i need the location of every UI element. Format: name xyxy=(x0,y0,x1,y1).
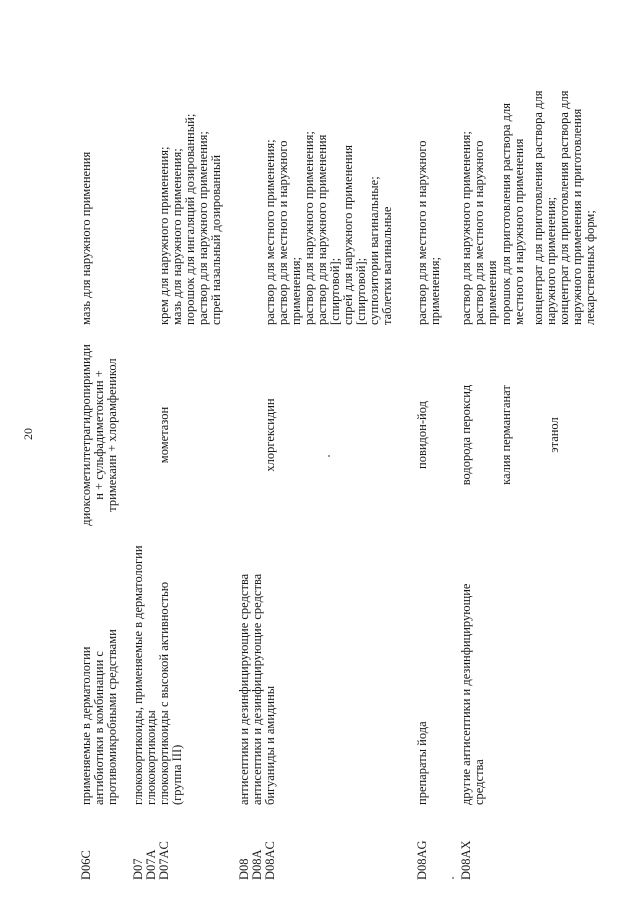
group-name xyxy=(238,530,277,805)
page-number: 20 xyxy=(21,428,35,440)
group-name-line: глюкокортикоиды, применяемые в дерматологии xyxy=(131,545,145,805)
group-name-line: другие антисептики и дезинфицирующие xyxy=(459,583,473,805)
group-name-line: (группа III) xyxy=(170,744,184,805)
atc-code: D08AX xyxy=(459,840,473,880)
group-name-line: антисептики и дезинфицирующие средства xyxy=(237,573,251,805)
dosage-form-line: раствор для наружного применения; xyxy=(196,131,210,325)
dosage-form xyxy=(264,50,394,325)
dosage-form-line: [спиртовой]; xyxy=(354,257,368,325)
dosage-form-line: мазь для наружного применения xyxy=(79,151,93,325)
atc-code: D08AG xyxy=(415,840,429,880)
drug-name xyxy=(80,335,119,535)
group-name-line: противомикробными средствами xyxy=(105,629,119,805)
dosage-form-line: наружного применения; xyxy=(544,196,558,325)
dosage-form-line: таблетки вагинальные xyxy=(380,206,394,325)
dosage-form-line: раствор для местного и наружного xyxy=(472,140,486,325)
dosage-form-line: раствор для наружного применения; xyxy=(459,131,473,325)
dosage-form-line: порошок для ингаляций дозированный; xyxy=(183,113,197,325)
dosage-form-line: суппозитории вагинальные; xyxy=(367,176,381,325)
group-name-line: средства xyxy=(472,759,486,805)
group-name-line: препараты йода xyxy=(415,721,429,805)
drug-name-line: повидон-йод xyxy=(415,401,429,469)
dosage-form xyxy=(80,50,93,325)
dosage-form-line: раствор для наружного применения xyxy=(315,134,329,325)
atc-code-line: D08 xyxy=(237,858,251,880)
dosage-form-line: раствор для местного и наружного xyxy=(415,140,429,325)
group-name xyxy=(460,530,486,805)
drug-name-line: мометазон xyxy=(157,406,171,464)
dosage-form xyxy=(532,50,597,325)
atc-code-line: D08AC xyxy=(263,841,277,880)
drug-name-line: н + сульфадиметоксин + xyxy=(92,370,106,500)
dosage-form xyxy=(500,50,526,325)
dosage-form xyxy=(416,50,442,325)
dosage-form-line: концентрат для приготовления раствора для xyxy=(557,90,571,325)
atc-code xyxy=(238,822,277,880)
group-name-line: глюкокортикоиды xyxy=(144,710,158,805)
group-name-line: антибиотики в комбинации с xyxy=(92,651,106,805)
dosage-form-line: крем для наружного применения; xyxy=(157,146,171,325)
dosage-form-line: применения; xyxy=(428,257,442,325)
rotated-table xyxy=(70,50,630,880)
atc-code-line: D07 xyxy=(131,858,145,880)
atc-code-line: D08A xyxy=(250,849,264,880)
drug-name xyxy=(158,335,171,535)
group-name-line: глюкокортикоиды с высокой активностью xyxy=(157,581,171,805)
group-name-line: применяемые в дерматологии xyxy=(79,646,93,805)
group-name xyxy=(80,530,119,805)
group-name xyxy=(132,530,184,805)
dosage-form-line: местного и наружного применения xyxy=(512,138,526,325)
dosage-form-line: раствор для местного и наружного xyxy=(276,140,290,325)
group-name-line: бигуаниды и амидины xyxy=(263,685,277,805)
drug-name xyxy=(416,335,429,535)
atc-code xyxy=(132,822,171,880)
dosage-form-line: применения; xyxy=(289,257,303,325)
dosage-form-line: спрей для наружного применения xyxy=(341,145,355,325)
drug-name-line: водорода пероксид xyxy=(459,384,473,486)
drug-name-line: этанол xyxy=(547,417,561,453)
drug-name-line: хлоргексидин xyxy=(263,398,277,472)
drug-name-line: калия перманганат xyxy=(499,385,513,485)
drug-name xyxy=(500,335,513,535)
dosage-form-line: концентрат для приготовления раствора для xyxy=(531,90,545,325)
drug-name xyxy=(460,335,473,535)
scan-speck xyxy=(452,877,454,879)
group-name-line: антисептики и дезинфицирующие средства xyxy=(250,573,264,805)
drug-name-line: тримекаин + хлорамфеникол xyxy=(105,358,119,512)
dosage-form xyxy=(158,50,223,325)
dosage-form-line: [спиртовой]; xyxy=(328,257,342,325)
drug-name xyxy=(548,335,561,535)
atc-code: D06C xyxy=(79,850,93,880)
dosage-form-line: раствор для местного применения; xyxy=(263,139,277,325)
scan-speck xyxy=(328,455,330,457)
dosage-form-line: раствор для наружного применения; xyxy=(302,131,316,325)
dosage-form-line: спрей назальный дозированный xyxy=(209,154,223,325)
group-name xyxy=(416,530,429,805)
drug-name xyxy=(264,335,277,535)
dosage-form xyxy=(460,50,499,325)
atc-code-line: D07AC xyxy=(157,841,171,880)
dosage-form-line: наружного применения и приготовления xyxy=(570,108,584,325)
dosage-form-line: применения xyxy=(485,260,499,325)
dosage-form-line: порошок для приготовления раствора для xyxy=(499,103,513,325)
drug-name-line: диоксометилтетрагидропиримиди xyxy=(79,344,93,526)
dosage-form-line: мазь для наружного применения; xyxy=(170,148,184,325)
atc-code-line: D07A xyxy=(144,849,158,880)
dosage-form-line: лекарственных форм; xyxy=(583,210,597,325)
